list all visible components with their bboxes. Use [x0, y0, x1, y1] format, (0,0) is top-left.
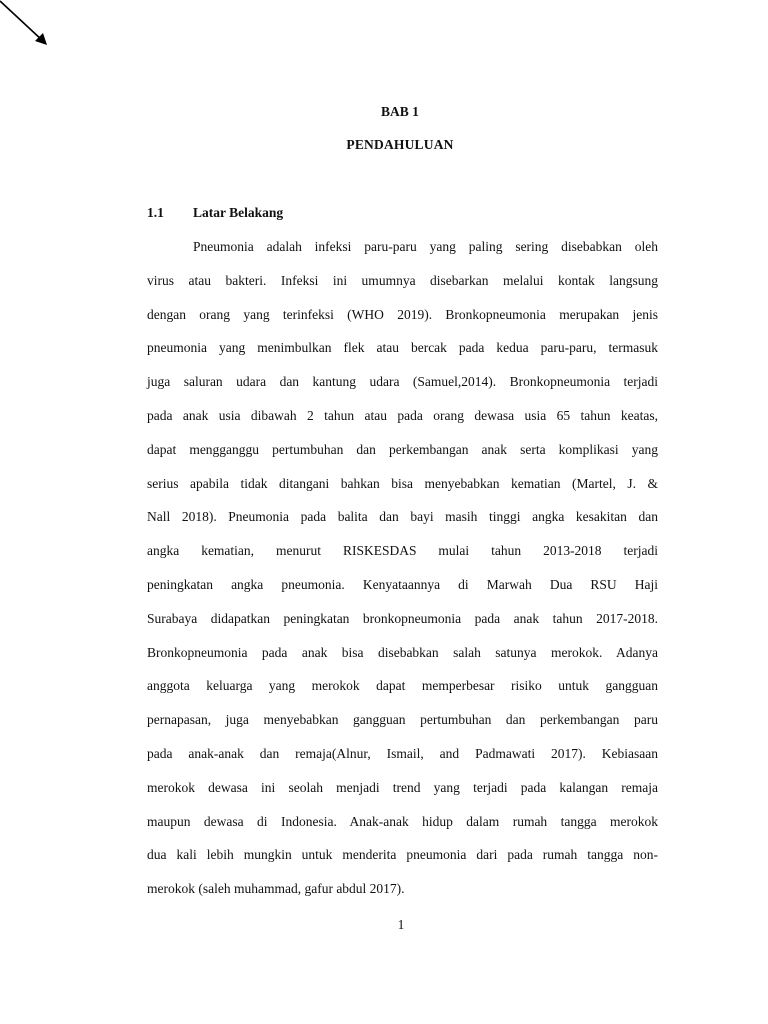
paragraph-line: Bronkopneumonia pada anak bisa disebabkan salah satunya merokok. Adanya [147, 644, 658, 660]
arrow-down-right-icon [0, 0, 52, 50]
paragraph-line: dapat mengganggu pertumbuhan dan perkembangan anak serta komplikasi yang [147, 441, 658, 457]
paragraph-line: pada anak usia dibawah 2 tahun atau pada orang dewasa usia 65 tahun keatas, [147, 407, 658, 423]
paragraph-line: pada anak-anak dan remaja(Alnur, Ismail, and Padmawati 2017). Kebiasaan [147, 745, 658, 761]
paragraph-line: virus atau bakteri. Infeksi ini umumnya disebarkan melalui kontak langsung [147, 272, 658, 288]
body-paragraph [147, 233, 658, 909]
paragraph-line: Pneumonia adalah infeksi paru-paru yang paling sering disebabkan oleh [193, 239, 658, 254]
paragraph-line: serius apabila tidak ditangani bahkan bisa menyebabkan kematian (Martel, J. & [147, 475, 658, 491]
paragraph-line: angka kematian, menurut RISKESDAS mulai tahun 2013-2018 terjadi [147, 543, 658, 559]
section-title: Latar Belakang [193, 205, 284, 220]
paragraph-line: pernapasan, juga menyebabkan gangguan pertumbuhan dan perkembangan paru [147, 712, 658, 728]
paragraph-line: merokok (saleh muhammad, gafur abdul 2017). [147, 881, 405, 897]
paragraph-line: merokok dewasa ini seolah menjadi trend yang terjadi pada kalangan remaja [147, 779, 658, 795]
chapter-number: BAB 1 [381, 104, 419, 119]
chapter-title: PENDAHULUAN [346, 137, 454, 152]
paragraph-line: anggota keluarga yang merokok dapat memperbesar risiko untuk gangguan [147, 678, 658, 694]
paragraph-line: pneumonia yang menimbulkan flek atau bercak pada kedua paru-paru, termasuk [147, 340, 658, 356]
paragraph-line: dengan orang yang terinfeksi (WHO 2019). Bronkopneumonia merupakan jenis [147, 306, 658, 322]
section-heading [147, 205, 283, 221]
paragraph-line: dua kali lebih mungkin untuk menderita pneumonia dari pada rumah tangga non- [147, 847, 658, 863]
paragraph-line: maupun dewasa di Indonesia. Anak-anak hidup dalam rumah tangga merokok [147, 813, 658, 829]
paragraph-line: Nall 2018). Pneumonia pada balita dan bayi masih tinggi angka kesakitan dan [147, 509, 658, 525]
section-number: 1.1 [147, 205, 164, 220]
page-number: 1 [397, 917, 405, 932]
paragraph-line: peningkatan angka pneumonia. Kenyataannya di Marwah Dua RSU Haji [147, 576, 658, 592]
paragraph-line: Surabaya didapatkan peningkatan bronkopneumonia pada anak tahun 2017-2018. [147, 610, 658, 626]
paragraph-line: juga saluran udara dan kantung udara (Samuel,2014). Bronkopneumonia terjadi [147, 374, 658, 390]
